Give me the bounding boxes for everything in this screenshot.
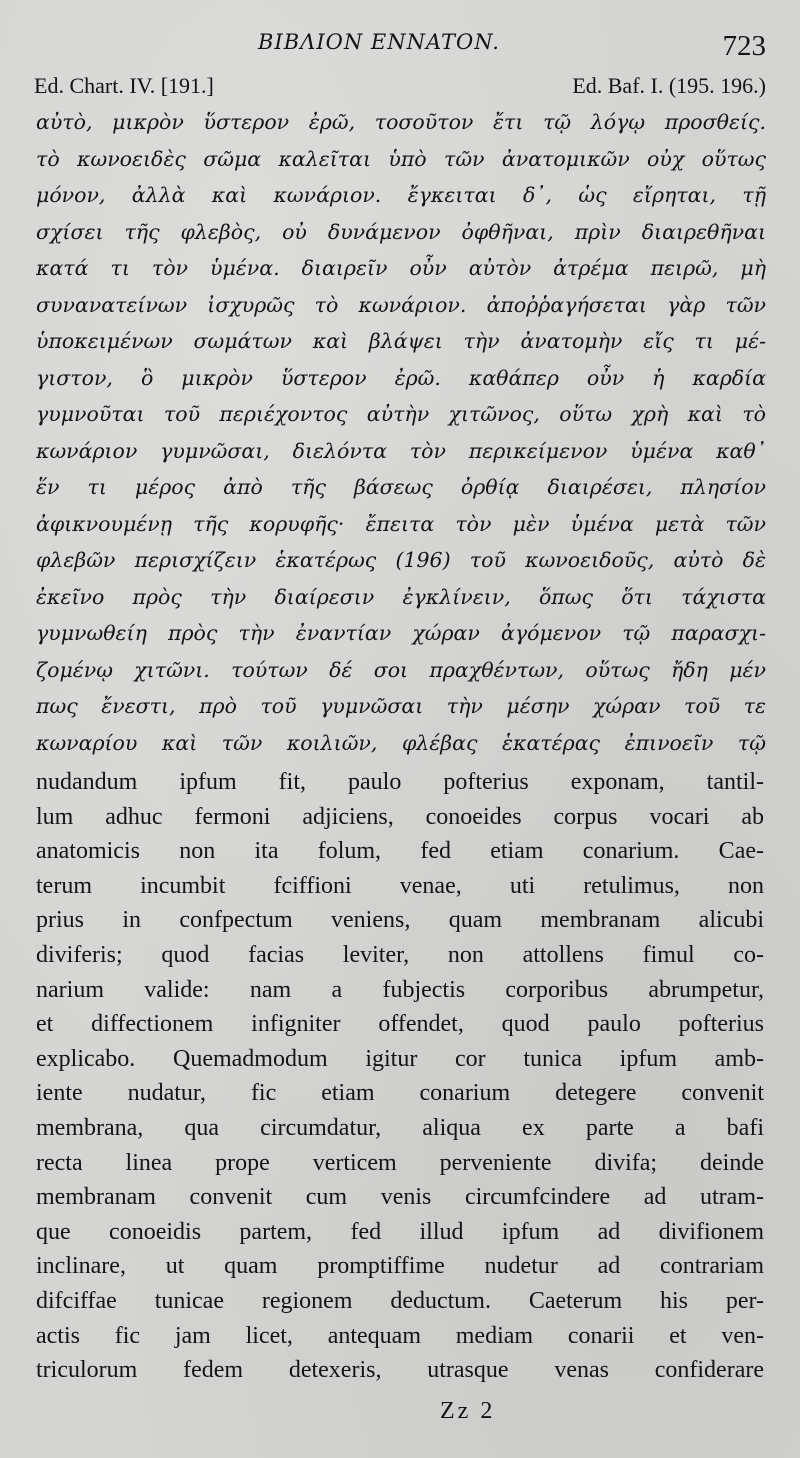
greek-line: κωνάριον γυμνῶσαι, διελόντα τὸν περικείμενον ὑμένα καθ᾽ bbox=[36, 438, 766, 463]
latin-line: terum incumbit fciffioni venae, uti retulimus, non bbox=[36, 872, 764, 899]
edition-reference-line bbox=[34, 73, 766, 103]
greek-line: ὑποκειμένων σωμάτων καὶ βλάψει τὴν ἀνατομὴν εἴς τι μέ- bbox=[36, 329, 766, 353]
greek-line: σχίσει τῆς φλεβὸς, οὐ δυνάμενον ὀφθῆναι, πρὶν διαιρεθῆναι bbox=[36, 219, 766, 244]
running-head bbox=[0, 28, 800, 62]
latin-line: nudandum ipfum fit, paulo pofterius exponam, tantil- bbox=[36, 769, 764, 795]
greek-text-block bbox=[36, 104, 766, 761]
greek-line: ζομένῳ χιτῶνι. τούτων δέ σοι πραχθέντων, οὕτως ἤδη μέν bbox=[36, 657, 766, 682]
edition-chart-reference: Ed. Chart. IV. [191.] bbox=[34, 73, 214, 98]
latin-line: que conoeidis partem, fed illud ipfum ad divifionem bbox=[36, 1218, 764, 1245]
latin-line: actis fic jam licet, antequam mediam conarii et ven- bbox=[36, 1322, 764, 1349]
greek-line: πως ἔνεστι, πρὸ τοῦ γυμνῶσαι τὴν μέσην χώραν τοῦ τε bbox=[36, 694, 766, 718]
greek-line: ἐκεῖνο πρὸς τὴν διαίρεσιν ἐγκλίνειν, ὅπως ὅτι τάχιστα bbox=[36, 584, 766, 609]
greek-line: κωναρίου καὶ τῶν κοιλιῶν, φλέβας ἑκατέρας ἐπινοεῖν τῷ bbox=[36, 730, 766, 755]
greek-line: γυμνοῦται τοῦ περιέχοντος αὐτὴν χιτῶνος, οὕτω χρὴ καὶ τὸ bbox=[36, 402, 766, 426]
latin-line: iente nudatur, fic etiam conarium detegere convenit bbox=[36, 1080, 764, 1107]
signature-mark: Zz 2 bbox=[440, 1398, 496, 1424]
latin-line: explicabo. Quemadmodum igitur cor tunica ipfum amb- bbox=[36, 1045, 764, 1072]
latin-line: recta linea prope verticem perveniente divifa; deinde bbox=[36, 1149, 764, 1176]
latin-line: membranam convenit cum venis circumfcindere ad utram- bbox=[36, 1184, 764, 1211]
latin-line: difciffae tunicae regionem deductum. Caeterum his per- bbox=[36, 1287, 764, 1314]
latin-line: inclinare, ut quam promptiffime nudetur ad contrariam bbox=[36, 1253, 764, 1280]
greek-line: κατά τι τὸν ὑμένα. διαιρεῖν οὖν αὐτὸν ἀτρέμα πειρῶ, μὴ bbox=[36, 256, 766, 280]
page-number: 723 bbox=[722, 30, 766, 62]
latin-line: prius in confpectum veniens, quam membranam alicubi bbox=[36, 907, 764, 934]
latin-line: diviferis; quod facias leviter, non attollens fimul co- bbox=[36, 941, 764, 968]
greek-line: ἀφικνουμένῃ τῆς κορυφῆς· ἔπειτα τὸν μὲν ὑμένα μετὰ τῶν bbox=[36, 511, 766, 536]
greek-line: ἕν τι μέρος ἀπὸ τῆς βάσεως ὀρθίᾳ διαιρέσει, πλησίον bbox=[36, 475, 766, 499]
greek-line: γυμνωθείη πρὸς τὴν ἐναντίαν χώραν ἀγόμενον τῷ παρασχι- bbox=[36, 621, 766, 645]
greek-line: τὸ κωνοειδὲς σῶμα καλεῖται ὑπὸ τῶν ἀνατομικῶν οὐχ οὕτως bbox=[36, 146, 766, 171]
greek-line: συνανατείνων ἰσχυρῶς τὸ κωνάριον. ἀποῤῥαγήσεται γὰρ τῶν bbox=[36, 292, 766, 317]
greek-line: φλεβῶν περισχίζειν ἑκατέρως (196) τοῦ κωνοειδοῦς, αὐτὸ δὲ bbox=[36, 548, 766, 572]
greek-line: αὐτὸ, μικρὸν ὕστερον ἐρῶ, τοσοῦτον ἔτι τῷ λόγῳ προσθείς. bbox=[36, 110, 766, 134]
latin-line: membrana, qua circumdatur, aliqua ex parte a bafi bbox=[36, 1114, 764, 1141]
edition-basel-reference: Ed. Baf. I. (195. 196.) bbox=[572, 73, 766, 98]
greek-line: μόνον, ἀλλὰ καὶ κωνάριον. ἔγκειται δ᾽, ὡς εἴρηται, τῇ bbox=[36, 183, 766, 207]
book-title: BIBΛION ENNATON. bbox=[258, 30, 500, 54]
greek-line: γιστον, ὃ μικρὸν ὕστερον ἐρῶ. καθάπερ οὖν ἡ καρδία bbox=[36, 365, 766, 390]
latin-line: triculorum fedem detexeris, utrasque venas confiderare bbox=[36, 1357, 764, 1384]
latin-line: et diffectionem infigniter offendet, quod paulo pofterius bbox=[36, 1011, 764, 1038]
latin-line: narium valide: nam a fubjectis corporibus abrumpetur, bbox=[36, 976, 764, 1003]
latin-line: lum adhuc fermoni adjiciens, conoeides corpus vocari ab bbox=[36, 803, 764, 830]
latin-line: anatomicis non ita folum, fed etiam conarium. Cae- bbox=[36, 838, 764, 865]
latin-text-block bbox=[36, 765, 764, 1388]
